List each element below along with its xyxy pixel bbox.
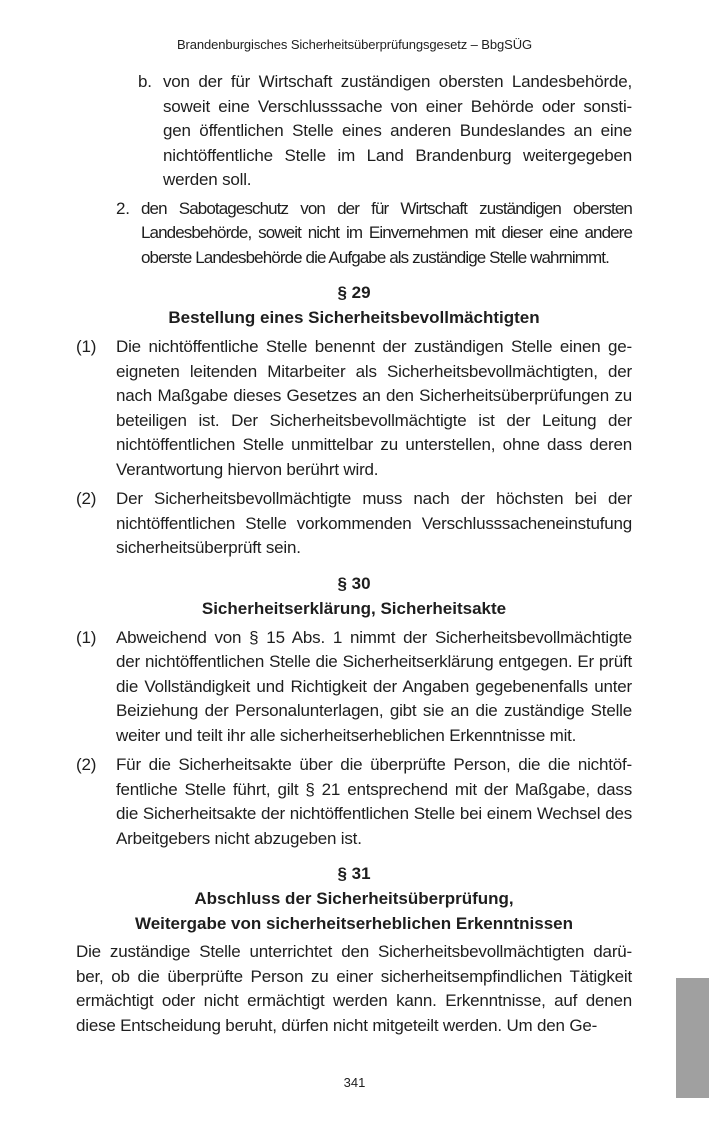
section-number: § 31 [337,864,371,883]
list-item-text: von der für Wirtschaft zuständigen obersten Landesbehörde, soweit eine Verschlusssache von einer Behörde oder sonsti-gen öffentlichen Stelle eines anderen Bundeslandes an eine nichtöffentliche Stelle im Land Brandenburg weitergegeben werden soll. [163,72,632,189]
paragraph [76,487,632,561]
section-number: § 30 [337,573,371,593]
page-number: 341 [343,1075,366,1090]
section-body-text: Die zuständige Stelle unterrichtet den Sicherheitsbevollmächtigten darü-ber, ob die überprüfte Person zu einer sicherheitsempfindlichen Tätigkeit ermächtigt oder nicht ermächtigt werden kann. Erkenntnisse, auf denen diese Entscheidung beruht, dürfen nicht mitgeteilt werden. Um den Ge- [76,942,632,1035]
list-item-text: den Sabotageschutz von der für Wirtschaft zuständigen obersten Landesbehörde, soweit nicht im Einvernehmen mit dieser eine andere oberste Landesbehörde die Aufgabe als zuständige Stelle wahrnimmt. [141,198,632,267]
paragraph [76,753,632,851]
paragraph [76,335,632,482]
section-title: Sicherheitserklärung, Sicherheitsakte [201,598,507,618]
section-title-line-2: Weitergabe von sicherheitserheblichen Erkenntnissen [134,914,574,933]
list-item-2 [116,197,632,271]
paragraph-text: Die nichtöffentliche Stelle benennt der zuständigen Stelle einen ge-eigneten leitenden Mitarbeiter als Sicherheitsbevollmächtigten, der nach Maßgabe dieses Gesetzes an den Sicherheitsüberprüfungen zu beteiligen ist. Der Sicherheitsbevollmächtigte ist der Leitung der nichtöffentlichen Stelle unmittelbar zu unterstellen, ohne dass deren Verantwortung hiervon berührt wird. [116,337,632,479]
paragraph-label: (1) [76,337,97,356]
running-header: Brandenburgisches Sicherheitsüberprüfungsgesetz – BbgSÜG [176,37,532,52]
list-item-label: b. [138,72,152,91]
paragraph-label: (2) [76,755,97,774]
paragraph [76,626,632,749]
list-item-label: 2. [116,198,130,218]
paragraph-text: Abweichend von § 15 Abs. 1 nimmt der Sicherheitsbevollmächtigte der nichtöffentlichen Stelle die Sicherheitserklärung entgegen. Er prüft die Vollständigkeit und Richtigkeit der Angaben gegebenenfalls unter Beiziehung der Personalunterlagen, gibt sie an die zuständige Stelle weiter und teilt ihr alle sicherheitserheblichen Erkenntnisse mit. [116,627,632,745]
paragraph-text: Der Sicherheitsbevollmächtigte muss nach der höchsten bei der nichtöffentlichen Stelle vorkommenden Verschlusssacheneinstufung sicherheitsüberprüft sein. [116,489,632,557]
paragraph-text: Für die Sicherheitsakte über die überprüfte Person, die die nichtöf-fentliche Stelle führt, gilt § 21 entsprechend mit der Maßgabe, dass die Sicherheitsakte der nichtöffentlichen Stelle bei einem Wechsel des Arbeitgebers nicht abzugeben ist. [116,755,632,848]
list-item-b [138,70,632,193]
section-number: § 29 [337,283,371,302]
section-title: Abschluss der Sicherheitsüberprüfung, [194,889,514,908]
page-body [76,70,632,1038]
paragraph-label: (2) [76,489,97,508]
section-title: Bestellung eines Sicherheitsbevollmächtigten [168,308,540,327]
paragraph-label: (1) [76,627,97,647]
